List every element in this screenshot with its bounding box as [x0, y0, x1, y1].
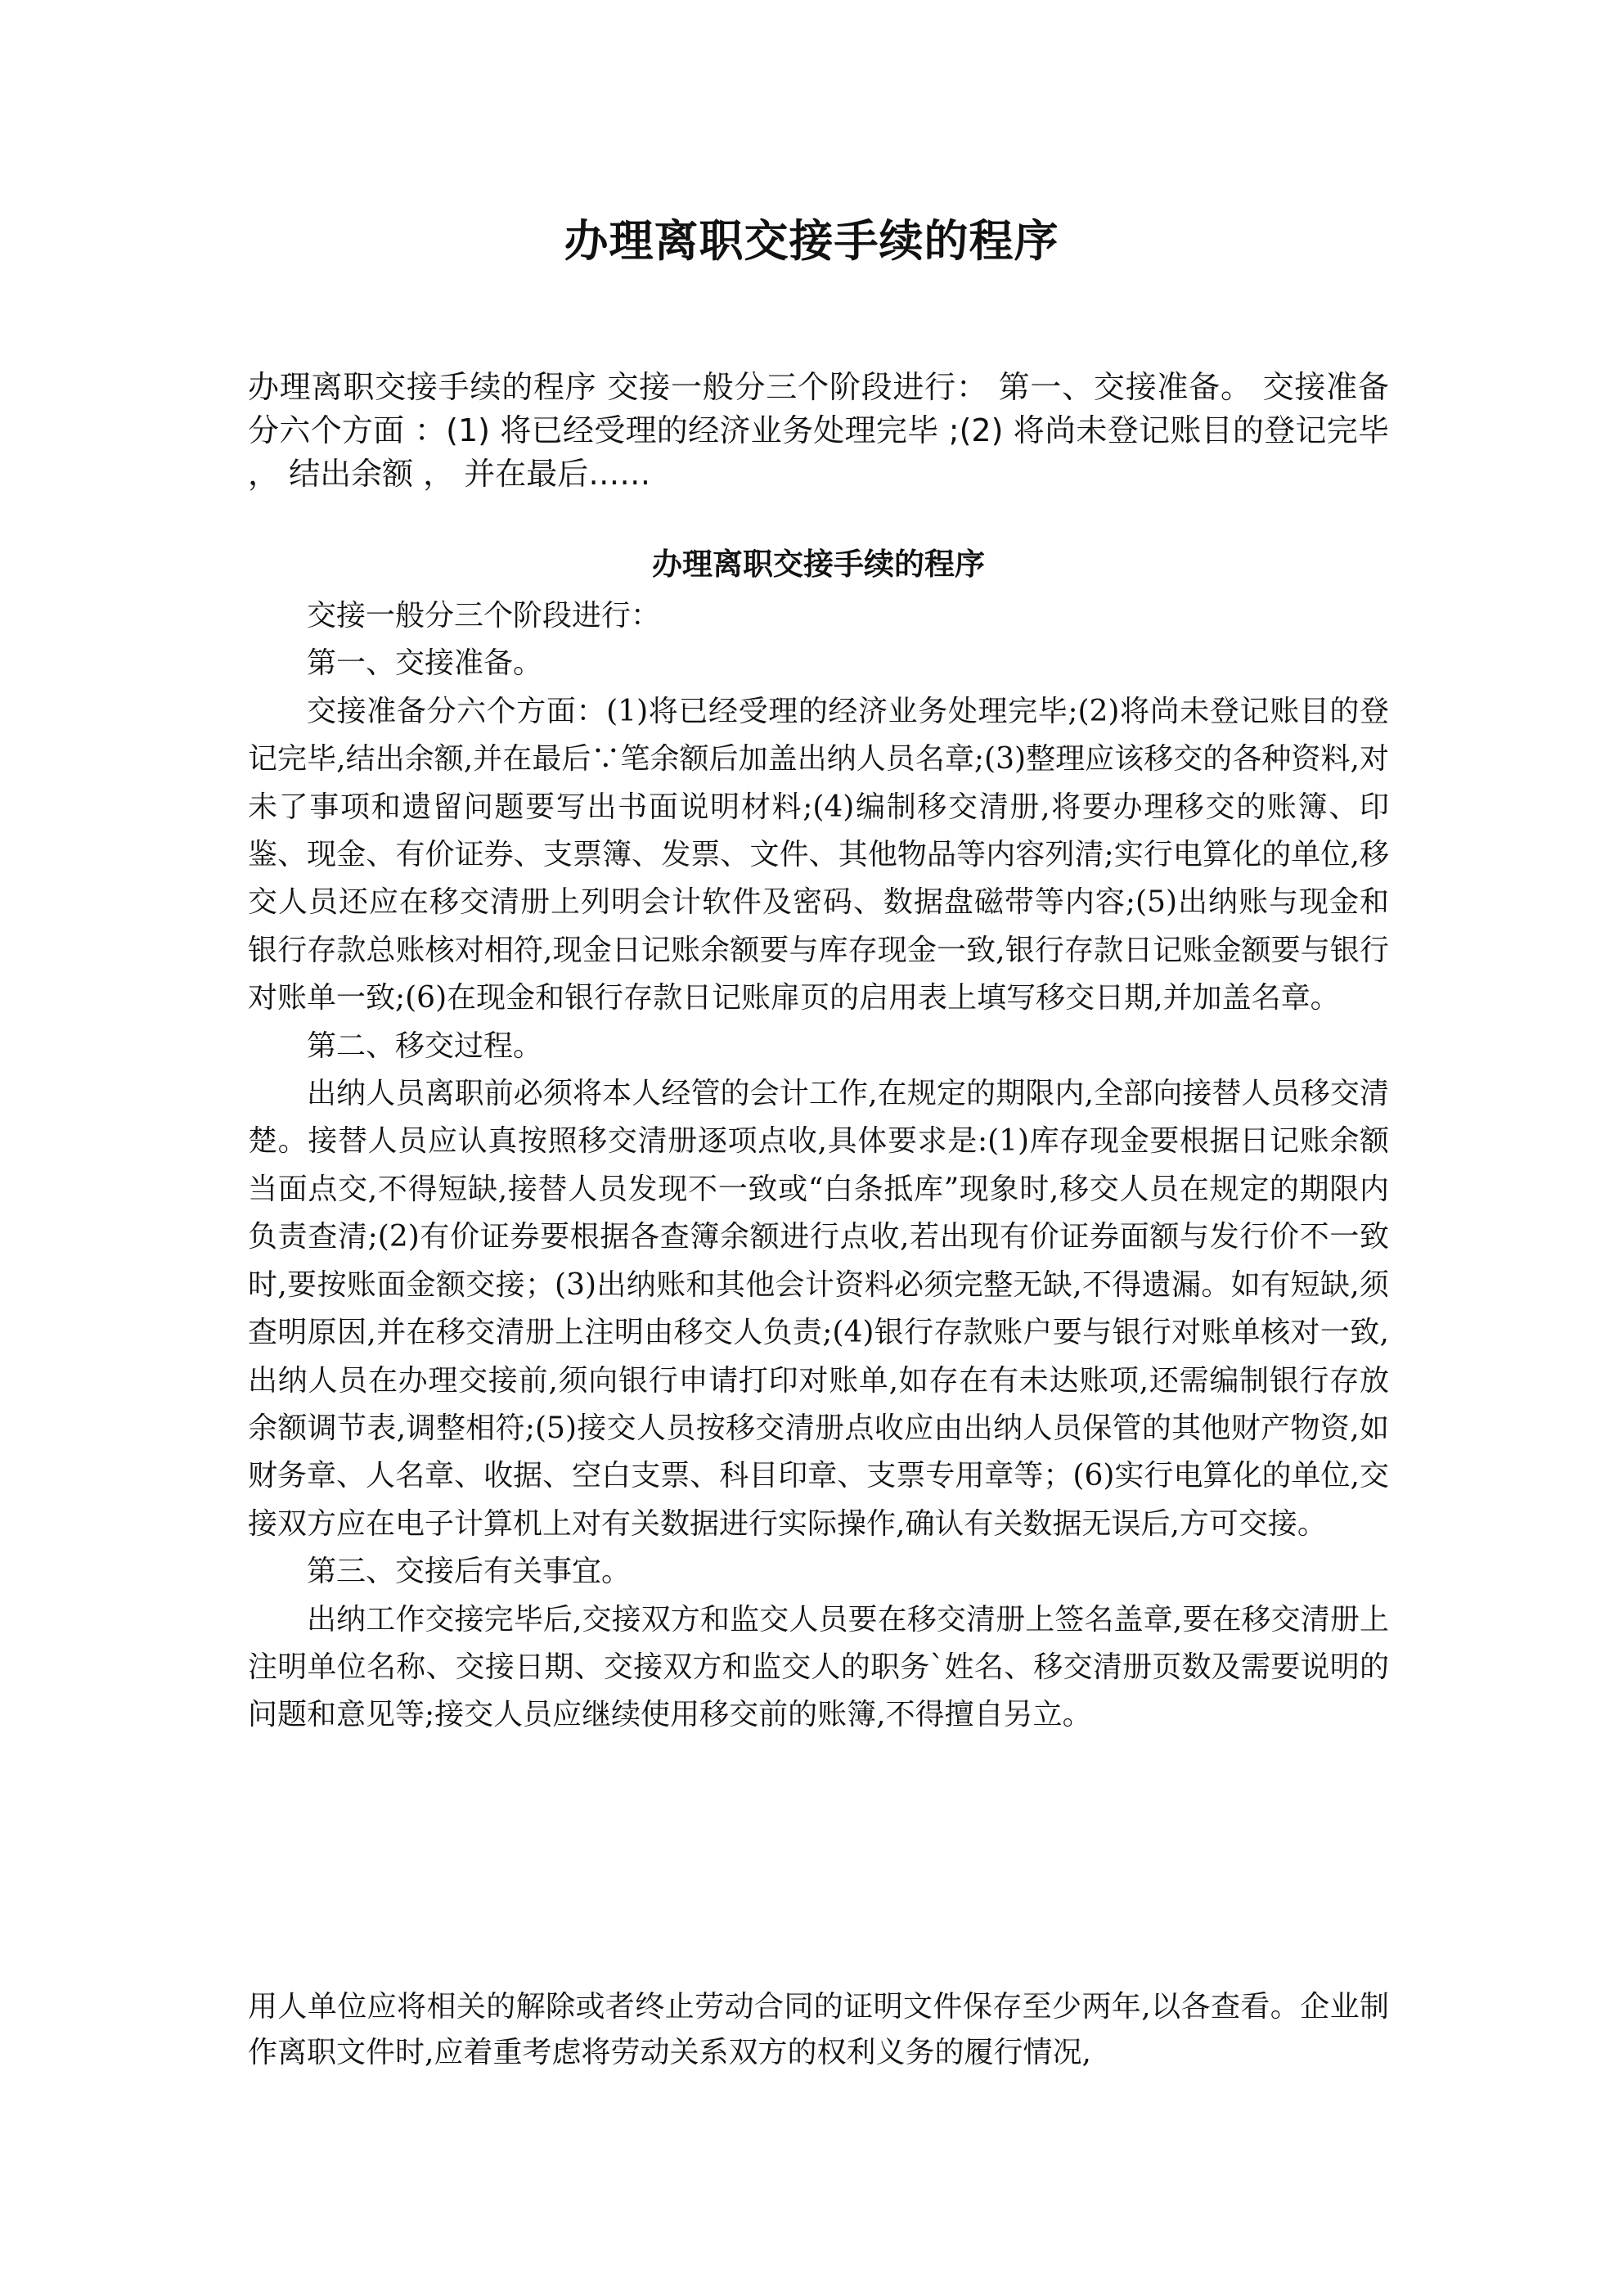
summary-text: 办理离职交接手续的程序 交接一般分三个阶段进行： 第一、交接准备。 交接准备分六个方面 ：(1) 将已经受理的经济业务处理完毕 ;(2) 将尚未登记账目的登记完毕 ， 结出余额 ， 并在最后…… [248, 369, 1389, 492]
section-heading-after-handover: 第三、交接后有关事宜。 [307, 1555, 632, 1589]
article-title: 办理离职交接手续的程序 [652, 546, 985, 582]
article-paragraph: 出纳人员离职前必须将本人经管的会计工作,在规定的期限内,全部向接替人员移交清楚。接替人员应认真按照移交清册逐项点收,具体要求是:(1)库存现金要根据日记账余额当面点交,不得短缺,接替人员发现不一致或“白条抵库”现象时,移交人员在规定的期限内负责查清;(2)有价证券要根据各查簿余额进行点收,若出现有价证券面额与发行价不一致时,要按账面金额交接；(3)出纳账和其他会计资料必须完整无缺,不得遗漏。如有短缺,须查明原因,并在移交清册上注明由移交人负责;(4)银行存款账户要与银行对账单核对一致,出纳人员在办理交接前,须向银行申请打印对账单,如存在有未达账项,还需编制银行存放余额调节表,调整相符;(5)接交人员按移交清册点收应由出纳人员保管的其他财产物资,如财务章、人名章、收据、空白支票、科目印章、支票专用章等；(6)实行电算化的单位,交接双方应在电子计算机上对有关数据进行实际操作,确认有关数据无误后,方可交接。 [248, 1077, 1389, 1541]
section-heading-preparation: 第一、交接准备。 [307, 646, 543, 681]
article-paragraph: 交接准备分六个方面：(1)将已经受理的经济业务处理完毕;(2)将尚未登记账目的登记完毕,结出余额,并在最后∵笔余额后加盖出纳人员名章;(3)整理应该移交的各种资料,对未了事项和遗留问题要写出书面说明材料;(4)编制移交清册,将要办理移交的账簿、印鉴、现金、有价证券、支票簿、发票、文件、其他物品等内容列清;实行电算化的单位,移交人员还应在移交清册上列明会计软件及密码、数据盘磁带等内容;(5)出纳账与现金和银行存款总账核对相符,现金日记账余额要与库存现金一致,银行存款日记账金额要与银行对账单一致;(6)在现金和银行存款日记账扉页的启用表上填写移交日期,并加盖名章。 [248, 694, 1389, 1015]
article-paragraph: 出纳工作交接完毕后,交接双方和监交人员要在移交清册上签名盖章,要在移交清册上注明单位名称、交接日期、交接双方和监交人的职务`姓名、移交清册页数及需要说明的问题和意见等;接交人员应继续使用移交前的账簿,不得擅自另立。 [248, 1602, 1389, 1732]
footer-paragraph: 用人单位应将相关的解除或者终止劳动合同的证明文件保存至少两年,以各查看。企业制作离职文件时,应着重考虑将劳动关系双方的权利义务的履行情况, [248, 1990, 1389, 2069]
page-title: 办理离职交接手续的程序 [564, 215, 1059, 267]
article-paragraph: 交接一般分三个阶段进行： [307, 599, 661, 633]
article-body [248, 540, 1389, 1740]
section-heading-handover: 第二、移交过程。 [307, 1029, 543, 1063]
